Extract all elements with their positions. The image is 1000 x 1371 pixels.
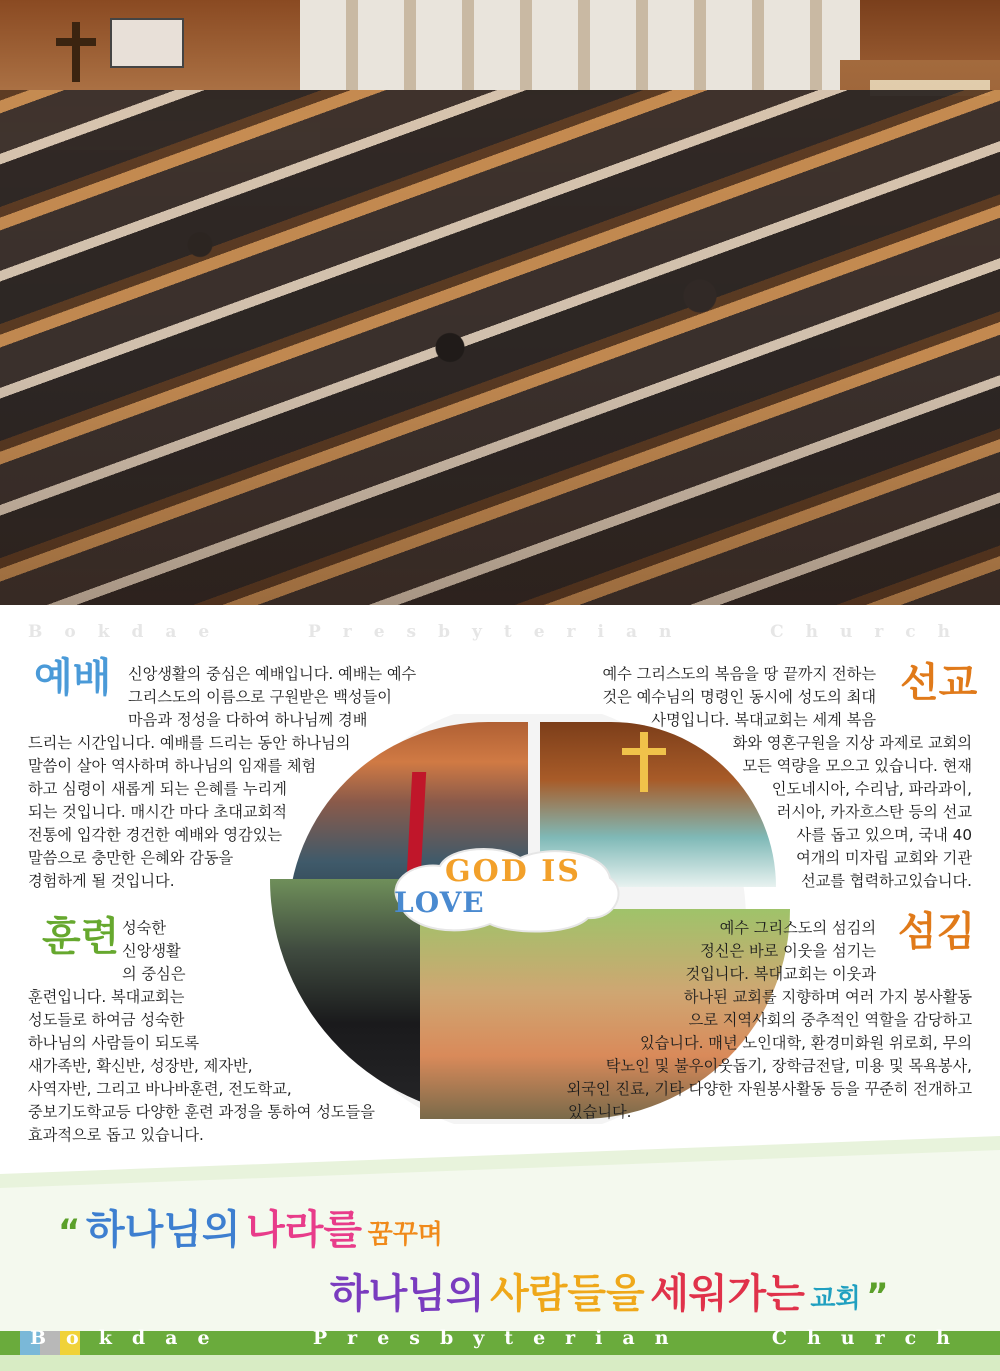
hero-photo-congregation [0,0,1000,605]
service-title: 섬김 [898,909,976,955]
worship-paragraph [28,663,416,893]
mission-line: 사를 돕고 있으며, 국내 40 [796,826,972,844]
training-line: 효과적으로 돕고 있습니다. [28,1126,204,1144]
worship-line: 말씀으로 충만한 은혜와 감동을 [28,849,234,867]
god-is-love-text [380,844,630,934]
mission-line: 모든 역량을 모으고 있습니다. 현재 [742,757,972,775]
watermark-word: Church [770,622,972,642]
worship-line: 드리는 시간입니다. 예배를 드리는 동안 하나님의 [28,734,351,752]
worship-line: 그리스도의 이름으로 구원받은 백성들이 [128,688,392,706]
service-line: 있습니다. 매년 노인대학, 환경미화원 위로회, 무의 [639,1034,972,1052]
hero-shade [0,0,1000,605]
worship-title: 예배 [34,655,112,701]
footer-underline [0,1355,1000,1371]
watermark-top [0,622,1000,642]
slogan-word: 세워가는 [650,1271,805,1317]
footer-word: Church [771,1327,970,1349]
footer-watermark [0,1327,1000,1353]
training-line: 신앙생활 [122,942,181,960]
training-paragraph [28,914,375,1147]
worship-line: 말씀이 살아 역사하며 하나님의 임재를 체험 [28,757,317,775]
choir-cross [640,732,648,792]
training-line: 성숙한 [122,919,167,937]
slogan-word: 꿈꾸며 [367,1220,443,1250]
training-line: 훈련입니다. 복대교회는 [28,988,185,1006]
service-line: 탁노인 및 불우이웃돕기, 장학금전달, 미용 및 목욕봉사, [605,1057,972,1075]
slogan-word: 나라를 [246,1207,362,1253]
service-line: 으로 지역사회의 중추적인 역할을 감당하고 [688,1011,972,1029]
mission-title: 선교 [900,660,978,706]
worship-line: 신앙생활의 중심은 예배입니다. 예배는 예수 [128,665,417,683]
worship-line: 경험하게 될 것입니다. [28,872,175,890]
worship-line: 마음과 정성을 다하여 하나님께 경배 [128,711,368,729]
slogan-word: 사람들을 [490,1271,645,1317]
service-line: 하나된 교회를 지향하며 여러 가지 봉사활동 [683,988,972,1006]
training-line: 하나님의 사람들이 되도록 [28,1034,200,1052]
mission-line: 화와 영혼구원을 지상 과제로 교회의 [732,734,972,752]
mission-line: 러시아, 카자흐스탄 등의 선교 [776,803,972,821]
watermark-word: Bokdae [28,622,232,642]
slogan-line-1 [58,1198,443,1255]
training-line: 성도들로 하여금 성숙한 [28,1011,185,1029]
service-line: 정신은 바로 이웃을 섬기는 [700,942,876,960]
mission-line: 예수 그리스도의 복음을 땅 끝까지 전하는 [602,665,876,683]
close-quote: ” [866,1276,889,1316]
open-quote: “ [58,1212,81,1252]
slogan-word: 교회 [810,1284,861,1314]
training-title: 훈련 [42,914,120,960]
mission-line: 선교를 협력하고있습니다. [800,872,972,890]
worship-line: 전통에 입각한 경건한 예배와 영감있는 [28,826,283,844]
love-text: LOVE [394,886,485,919]
worship-line: 되는 것입니다. 매시간 마다 초대교회적 [28,803,287,821]
mission-line: 사명입니다. 복대교회는 세계 복음 [651,711,876,729]
service-line: 외국인 진료, 기타 다양한 자원봉사활동 등을 꾸준히 전개하고 [566,1080,972,1098]
mission-line: 것은 예수님의 명령인 동시에 성도의 최대 [602,688,876,706]
training-line: 중보기도학교등 다양한 훈련 과정을 통하여 성도들을 [28,1103,375,1121]
training-line: 의 중심은 [122,965,186,983]
footer-word: Bokdae [30,1327,230,1349]
slogan-line-2 [330,1262,889,1319]
training-line: 사역자반, 그리고 바나바훈련, 전도학교, [28,1080,292,1098]
training-line: 새가족반, 확신반, 성장반, 제자반, [28,1057,253,1075]
worship-line: 하고 심령이 새롭게 되는 은혜를 누리게 [28,780,287,798]
mission-line: 인도네시아, 수리남, 파라과이, [771,780,972,798]
watermark-word: Presbyterian [307,622,694,642]
mission-line: 여개의 미자립 교회와 기관 [796,849,972,867]
service-line: 것입니다. 복대교회는 이웃과 [685,965,876,983]
slogan-word: 하나님의 [330,1271,485,1317]
service-line: 예수 그리스도의 섬김의 [719,919,876,937]
slogan-word: 하나님의 [85,1207,241,1253]
footer-word: Presbyterian [312,1327,689,1349]
choir-cross-bar [622,748,666,755]
god-is-text: GOD IS [445,854,581,889]
service-line: 있습니다. [568,1103,632,1121]
